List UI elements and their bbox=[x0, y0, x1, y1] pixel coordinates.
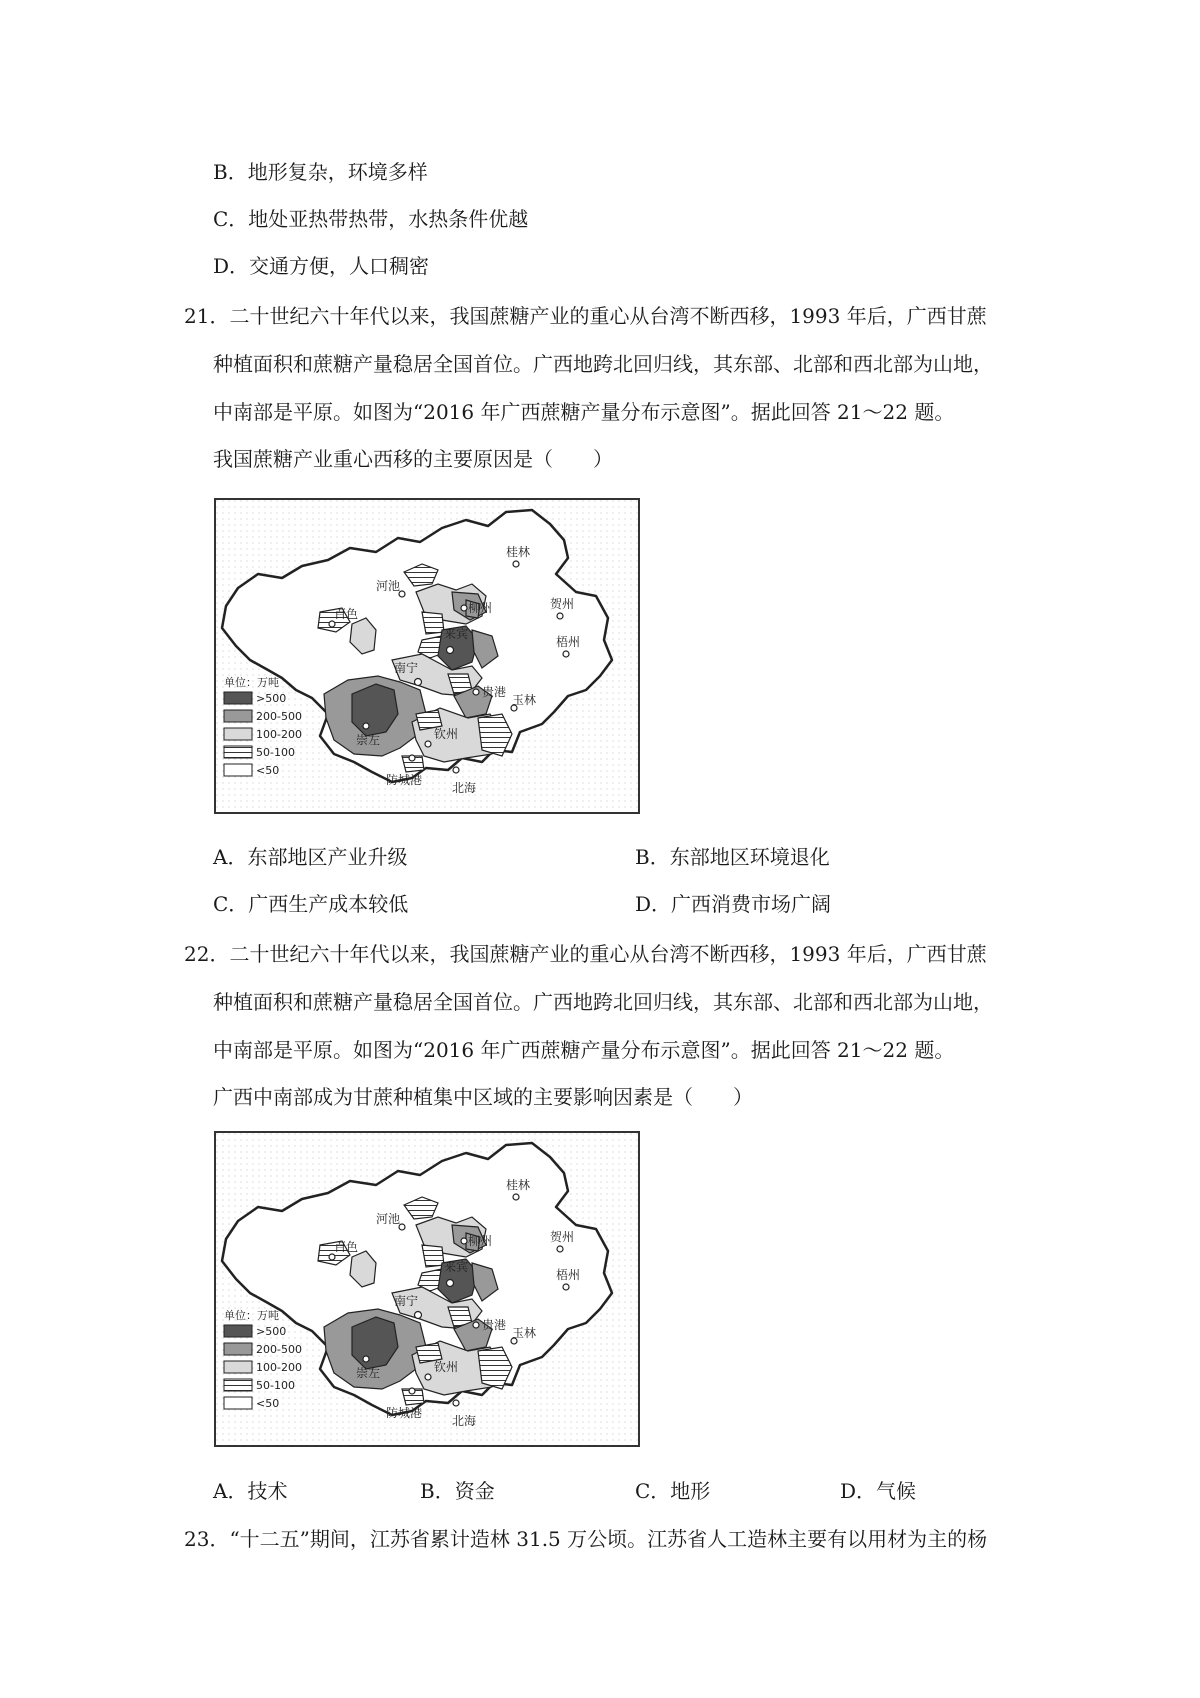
q22-option-a: A．技术 bbox=[213, 1479, 288, 1503]
legend-swatch-500plus bbox=[224, 692, 252, 704]
label-guigang: 贵港 bbox=[482, 685, 507, 699]
city-marker-hezhou bbox=[557, 613, 563, 619]
label-baise: 百色 bbox=[334, 1240, 359, 1254]
legend-label-500plus: >500 bbox=[256, 692, 287, 705]
city-marker-baise bbox=[329, 1254, 335, 1260]
legend-label-50-100: 50-100 bbox=[256, 1379, 295, 1392]
q21-option-d: D．广西消费市场广阔 bbox=[635, 892, 832, 916]
label-fangchenggang: 防城港 bbox=[386, 773, 423, 787]
region-hechi-east-hatched bbox=[422, 612, 444, 634]
q21-option-a: A．东部地区产业升级 bbox=[213, 845, 408, 869]
legend-label-50-100: 50-100 bbox=[256, 746, 295, 759]
label-guilin: 桂林 bbox=[506, 1178, 531, 1192]
city-marker-wuzhou bbox=[563, 1284, 569, 1290]
guangxi-sugar-map-q21 bbox=[214, 498, 640, 814]
legend-label-200-500: 200-500 bbox=[256, 710, 302, 723]
label-qinzhou: 钦州 bbox=[434, 727, 459, 741]
city-marker-qinzhou bbox=[425, 741, 431, 747]
q23-stem-line-1: 23．“十二五”期间，江苏省累计造林 31.5 万公顷。江苏省人工造林主要有以用材为主的杨 bbox=[184, 1527, 988, 1551]
legend-swatch-200-500 bbox=[224, 710, 252, 722]
city-marker-liuzhou bbox=[461, 1238, 467, 1244]
q22-stem-line-3: 中南部是平原。如图为“2016 年广西蔗糖产量分布示意图”。据此回答 21～22 题。 bbox=[213, 1038, 955, 1062]
q21-option-b: B．东部地区环境退化 bbox=[635, 845, 830, 869]
label-beihai: 北海 bbox=[452, 1414, 477, 1428]
legend-swatch-50-100 bbox=[224, 746, 252, 758]
region-hechi-east-hatched bbox=[422, 1245, 444, 1267]
legend-swatch-under50 bbox=[224, 764, 252, 776]
label-liuzhou: 柳州 bbox=[468, 1234, 493, 1248]
q22-option-d: D．气候 bbox=[840, 1479, 917, 1503]
city-marker-wuzhou bbox=[563, 651, 569, 657]
q21-stem-line-3: 中南部是平原。如图为“2016 年广西蔗糖产量分布示意图”。据此回答 21～22 题。 bbox=[213, 400, 955, 424]
q20-option-d: D．交通方便，人口稠密 bbox=[213, 254, 430, 278]
city-marker-chongzuo bbox=[363, 723, 369, 729]
city-marker-beihai bbox=[453, 1400, 459, 1406]
legend-title: 单位：万吨 bbox=[224, 676, 279, 689]
label-laibin: 来宾 bbox=[444, 1260, 469, 1274]
q22-stem-line-1: 22．二十世纪六十年代以来，我国蔗糖产业的重心从台湾不断西移，1993 年后，广西甘蔗 bbox=[184, 942, 987, 966]
label-yulin: 玉林 bbox=[512, 693, 537, 707]
legend-title: 单位：万吨 bbox=[224, 1309, 279, 1322]
city-marker-nanning bbox=[415, 1312, 422, 1319]
label-nanning: 南宁 bbox=[394, 1294, 419, 1308]
q21-question: 我国蔗糖产业重心西移的主要原因是（ ） bbox=[213, 447, 613, 471]
legend-swatch-200-500 bbox=[224, 1343, 252, 1355]
city-marker-guigang bbox=[473, 1322, 479, 1328]
label-fangchenggang: 防城港 bbox=[386, 1406, 423, 1420]
city-marker-fangchenggang bbox=[409, 755, 415, 761]
label-hezhou: 贺州 bbox=[550, 1230, 575, 1244]
city-marker-guigang bbox=[473, 689, 479, 695]
city-marker-guilin bbox=[513, 561, 519, 567]
label-hechi: 河池 bbox=[376, 1212, 401, 1226]
legend-swatch-under50 bbox=[224, 1397, 252, 1409]
label-beihai: 北海 bbox=[452, 781, 477, 795]
q22-question: 广西中南部成为甘蔗种植集中区域的主要影响因素是（ ） bbox=[213, 1085, 753, 1109]
q22-stem-line-2: 种植面积和蔗糖产量稳居全国首位。广西地跨北回归线，其东部、北部和西北部为山地， bbox=[213, 990, 993, 1014]
label-liuzhou: 柳州 bbox=[468, 601, 493, 615]
legend-label-under50: <50 bbox=[256, 764, 280, 777]
legend-label-100-200: 100-200 bbox=[256, 1361, 302, 1374]
q21-stem-line-2: 种植面积和蔗糖产量稳居全国首位。广西地跨北回归线，其东部、北部和西北部为山地， bbox=[213, 352, 993, 376]
label-baise: 百色 bbox=[334, 607, 359, 621]
city-marker-qinzhou bbox=[425, 1374, 431, 1380]
legend-label-under50: <50 bbox=[256, 1397, 280, 1410]
q22-option-c: C．地形 bbox=[635, 1479, 711, 1503]
city-marker-chongzuo bbox=[363, 1356, 369, 1362]
label-wuzhou: 梧州 bbox=[556, 635, 581, 649]
city-marker-nanning bbox=[415, 679, 422, 686]
label-laibin: 来宾 bbox=[444, 627, 469, 641]
city-marker-laibin bbox=[447, 1280, 454, 1287]
city-marker-baise bbox=[329, 621, 335, 627]
city-marker-laibin bbox=[447, 647, 454, 654]
legend-label-100-200: 100-200 bbox=[256, 728, 302, 741]
label-chongzuo: 崇左 bbox=[356, 733, 381, 747]
legend-swatch-50-100 bbox=[224, 1379, 252, 1391]
city-marker-guilin bbox=[513, 1194, 519, 1200]
label-guilin: 桂林 bbox=[506, 545, 531, 559]
city-marker-liuzhou bbox=[461, 605, 467, 611]
label-yulin: 玉林 bbox=[512, 1326, 537, 1340]
q20-option-b: B．地形复杂，环境多样 bbox=[213, 160, 428, 184]
label-hechi: 河池 bbox=[376, 579, 401, 593]
label-hezhou: 贺州 bbox=[550, 597, 575, 611]
label-guigang: 贵港 bbox=[482, 1318, 507, 1332]
legend-label-500plus: >500 bbox=[256, 1325, 287, 1338]
label-qinzhou: 钦州 bbox=[434, 1360, 459, 1374]
city-marker-fangchenggang bbox=[409, 1388, 415, 1394]
city-marker-beihai bbox=[453, 767, 459, 773]
q21-option-c: C．广西生产成本较低 bbox=[213, 892, 409, 916]
q22-option-b: B．资金 bbox=[420, 1479, 495, 1503]
label-chongzuo: 崇左 bbox=[356, 1366, 381, 1380]
legend-swatch-100-200 bbox=[224, 728, 252, 740]
guangxi-sugar-map-q22 bbox=[214, 1131, 640, 1447]
label-nanning: 南宁 bbox=[394, 661, 419, 675]
legend-swatch-500plus bbox=[224, 1325, 252, 1337]
q21-stem-line-1: 21．二十世纪六十年代以来，我国蔗糖产业的重心从台湾不断西移，1993 年后，广西甘蔗 bbox=[184, 304, 987, 328]
legend-swatch-100-200 bbox=[224, 1361, 252, 1373]
city-marker-hezhou bbox=[557, 1246, 563, 1252]
legend-label-200-500: 200-500 bbox=[256, 1343, 302, 1356]
q20-option-c: C．地处亚热带热带，水热条件优越 bbox=[213, 207, 529, 231]
label-wuzhou: 梧州 bbox=[556, 1268, 581, 1282]
